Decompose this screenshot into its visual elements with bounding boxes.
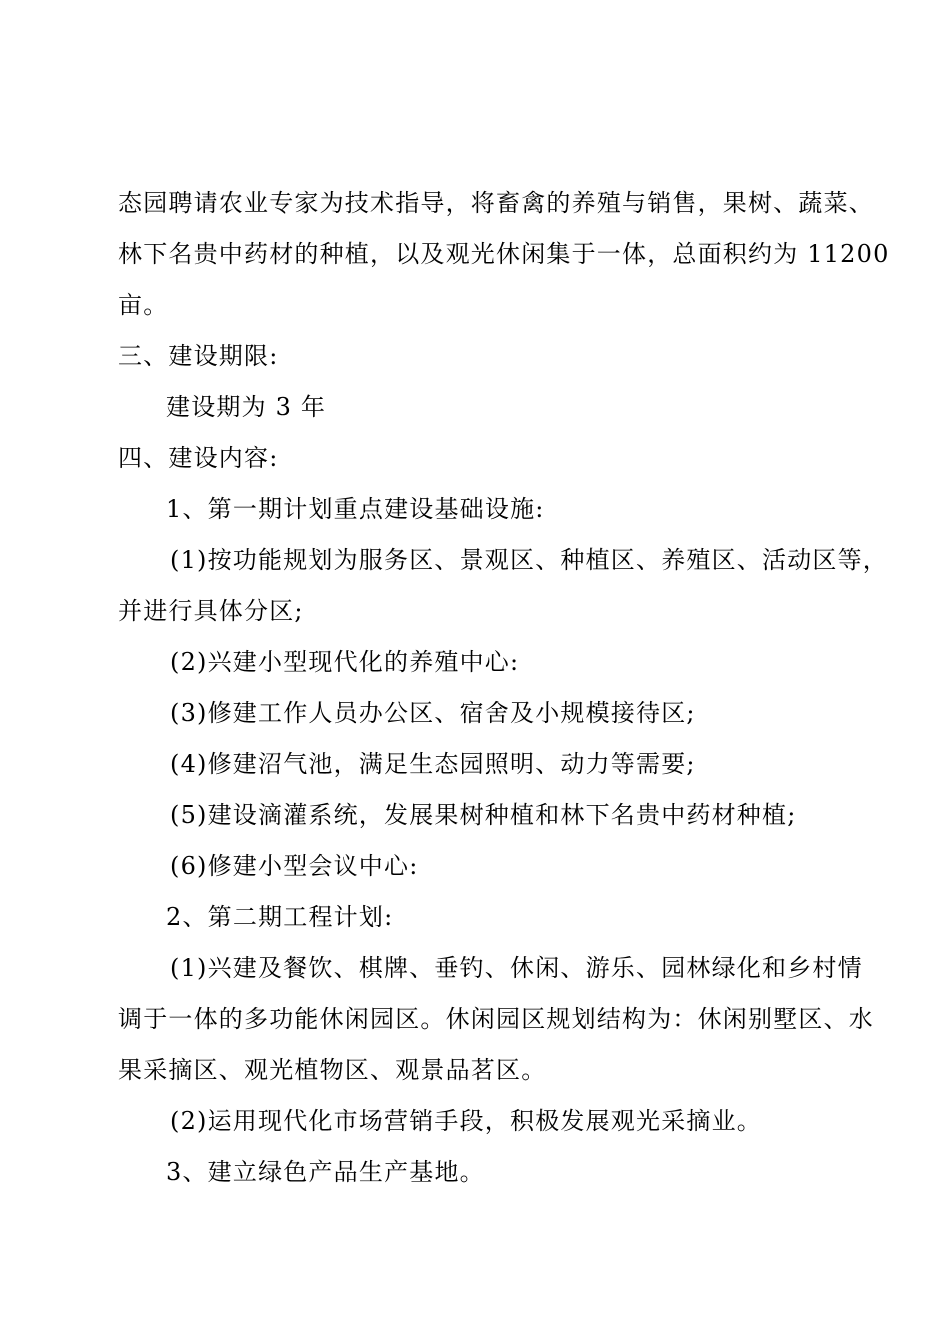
phase-two-item-1-line-1: (1)兴建及餐饮、棋牌、垂钓、休闲、游乐、园林绿化和乡村情 — [170, 954, 863, 982]
paragraph-intro-line-1: 态园聘请农业专家为技术指导，将畜禽的养殖与销售，果树、蔬菜、 — [118, 189, 874, 217]
phase-one-item-2: (2)兴建小型现代化的养殖中心: — [170, 648, 520, 676]
section-heading-construction-content: 四、建设内容: — [118, 444, 279, 472]
phase-two-heading: 2、第二期工程计划: — [166, 903, 394, 931]
phase-one-item-5: (5)建设滴灌系统，发展果树种植和林下名贵中药材种植; — [170, 801, 797, 829]
phase-one-item-1-line-2: 并进行具体分区; — [118, 597, 304, 625]
phase-one-item-4: (4)修建沼气池，满足生态园照明、动力等需要; — [170, 750, 696, 778]
phase-one-heading: 1、第一期计划重点建设基础设施: — [166, 495, 545, 523]
phase-one-item-6: (6)修建小型会议中心: — [170, 852, 419, 880]
construction-period-text: 建设期为 3 年 — [166, 393, 327, 421]
phase-two-item-1-line-2: 调于一体的多功能休闲园区。休闲园区规划结构为：休闲别墅区、水 — [118, 1005, 874, 1033]
section-heading-construction-period: 三、建设期限: — [118, 342, 279, 370]
phase-three-heading: 3、建立绿色产品生产基地。 — [166, 1158, 485, 1186]
phase-one-item-3: (3)修建工作人员办公区、宿舍及小规模接待区; — [170, 699, 696, 727]
phase-two-item-1-line-3: 果采摘区、观光植物区、观景品茗区。 — [118, 1056, 547, 1084]
phase-one-item-1-line-1: (1)按功能规划为服务区、景观区、种植区、养殖区、活动区等， — [170, 546, 888, 574]
phase-two-item-2: (2)运用现代化市场营销手段，积极发展观光采摘业。 — [170, 1107, 762, 1135]
paragraph-intro-line-2: 林下名贵中药材的种植，以及观光休闲集于一体，总面积约为 11200 — [118, 240, 890, 268]
paragraph-intro-line-3: 亩。 — [118, 291, 169, 319]
